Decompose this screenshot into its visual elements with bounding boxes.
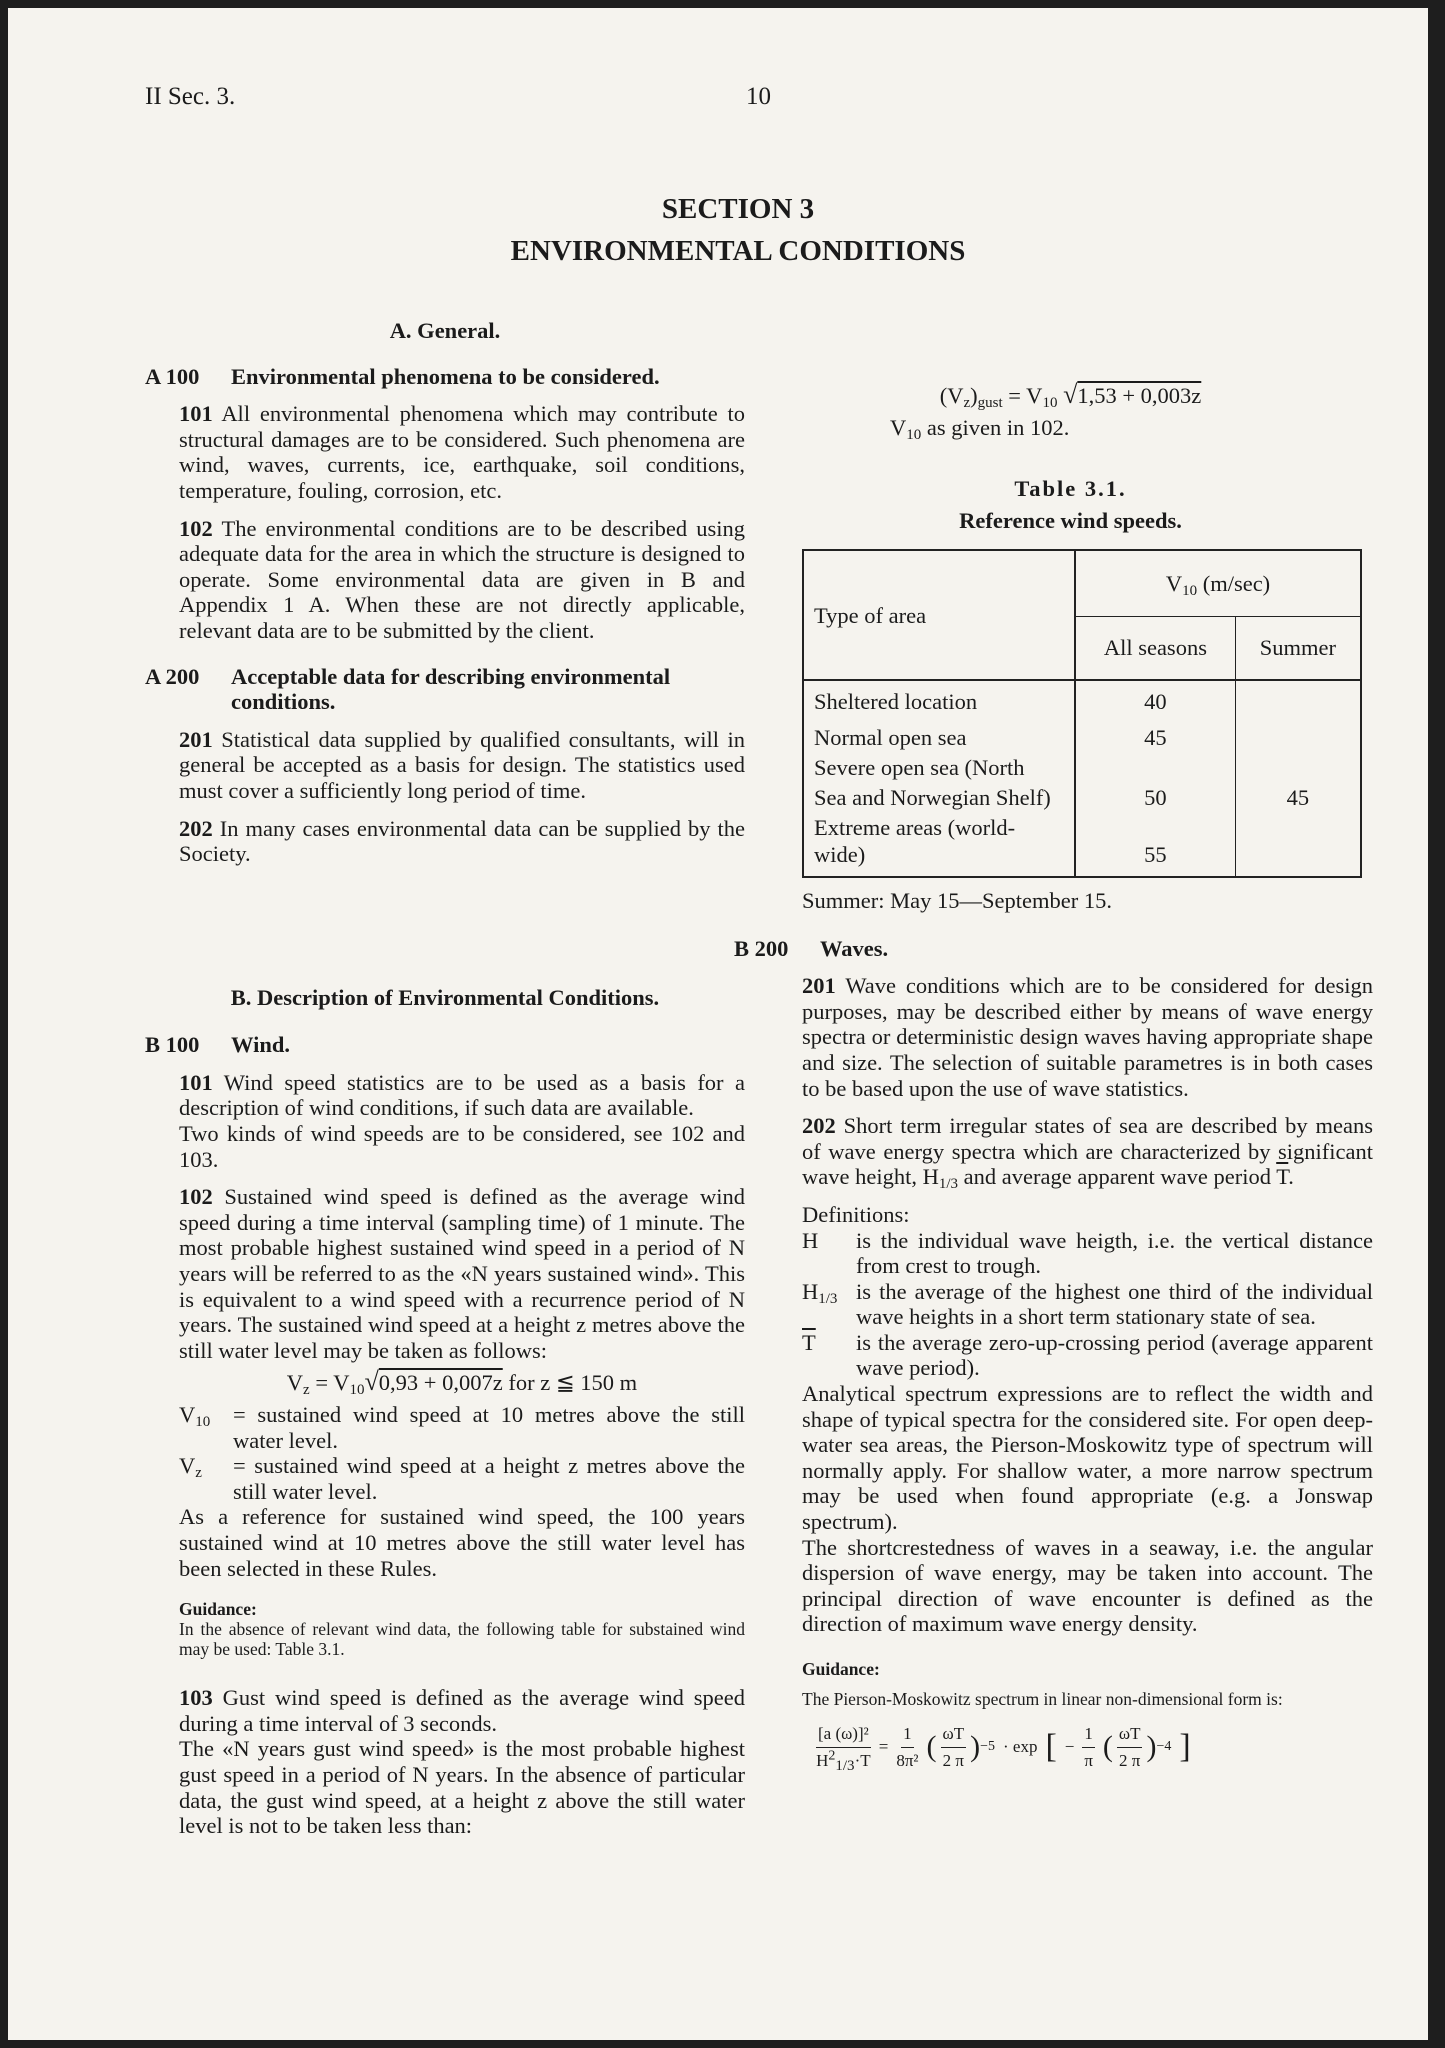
guidance-wind-table: Guidance: In the absence of relevant wind data, the following table for substained wind may be used: Table 3.1. bbox=[179, 1599, 745, 1660]
col-header-all-seasons: All seasons bbox=[1075, 616, 1235, 680]
table-cell-summer bbox=[1235, 680, 1361, 722]
table-cell-all: 40 bbox=[1075, 680, 1235, 722]
paragraph-a202: 202 In many cases environmental data can be supplied by the Society. bbox=[179, 815, 746, 867]
formula-gust-wind: $(V_z)_{gust} = V_{10}$ √1,53 + 0,003z bbox=[939, 380, 1202, 411]
reference-wind-table bbox=[802, 549, 1362, 878]
section-title bbox=[8, 188, 1428, 272]
table-cell-area: Sea and Norwegian Shelf) bbox=[803, 782, 1075, 812]
definition-h13: $H_{1/3}$ is the average of the highest one third of the individual wave heights in a short term stationary state of sea. bbox=[802, 1278, 1373, 1330]
section-name: ENVIRONMENTAL CONDITIONS bbox=[510, 235, 966, 267]
subsection-number: A 100 bbox=[145, 363, 200, 389]
subsection-number: B 100 bbox=[145, 1032, 200, 1058]
part-a-heading: A. General. bbox=[389, 318, 501, 343]
col-header-summer: Summer bbox=[1259, 635, 1337, 661]
table-cell-area: Severe open sea (North bbox=[803, 752, 1075, 782]
table-row bbox=[803, 782, 1361, 812]
table-cell-all: 50 bbox=[1075, 782, 1235, 812]
table-cell-area: Normal open sea bbox=[803, 722, 1075, 752]
definitions-label: Definitions: bbox=[802, 1201, 910, 1227]
col-header-v10: $V_{10}$ (m/sec) bbox=[1075, 550, 1361, 616]
table-cell-area: wide) bbox=[803, 842, 1075, 877]
definition-vz: $V_z$ = sustained wind speed at a height z metres above the still water level. bbox=[179, 1453, 745, 1504]
paragraph-b101: 101 Wind speed statistics are to be used as a basis for a description of wind conditions, if such data are available. bbox=[179, 1069, 745, 1121]
part-b-heading: B. Description of Environmental Conditions. bbox=[230, 984, 660, 1010]
table-cell-all: 45 bbox=[1075, 722, 1235, 752]
pm-spectrum-formula: $\frac{\text{[a (ω)]²}}{H^2_{1/3}\cdot T}$ = $\frac{1}{\text{8π²}}$ ( ωT 2 π ) −5 · exp [ − $\frac{1}{\pi}$ ( ωT 2 π ) −4 ] bbox=[816, 1721, 1373, 1773]
table-subtitle: Reference wind speeds. bbox=[959, 507, 1182, 533]
table-cell-summer bbox=[1235, 842, 1361, 877]
table-cell-summer bbox=[1235, 812, 1361, 842]
subsection-title: Waves. bbox=[820, 935, 889, 961]
table-row bbox=[803, 812, 1361, 842]
table-header-row bbox=[803, 550, 1361, 616]
definition-h: H is the individual wave heigth, i.e. the vertical distance from crest to trough. bbox=[802, 1227, 1373, 1279]
subsection-number: B 200 bbox=[734, 935, 789, 961]
section-number: SECTION 3 bbox=[661, 193, 815, 225]
table-cell-all bbox=[1075, 812, 1235, 842]
paragraph-b101-cont: Two kinds of wind speeds are to be considered, see 102 and 103. bbox=[179, 1121, 745, 1172]
subsection-b200 bbox=[734, 936, 1373, 962]
paragraph-b103: 103 Gust wind speed is defined as the average wind speed during a time interval of 3 seconds. bbox=[179, 1685, 746, 1736]
paragraph-a201: 201 Statistical data supplied by qualified consultants, will in general be accepted as a basis for design. The statistics used must cover a sufficiently long period of time. bbox=[179, 726, 746, 803]
subsection-b100 bbox=[145, 1032, 745, 1058]
paragraph-b103-cont: The «N years gust wind speed» is the most probable highest gust speed in a period of N years. In the absence of particular data, the gust wind speed, at a height z above the still water level is not to be taken less than: bbox=[179, 1736, 745, 1839]
table-row bbox=[803, 842, 1361, 877]
table-row bbox=[803, 680, 1361, 722]
table-row bbox=[803, 722, 1361, 752]
table-row bbox=[803, 752, 1361, 782]
subsection-title: Acceptable data for describing environmental conditions. bbox=[231, 663, 671, 715]
table-note: Summer: May 15—September 15. bbox=[802, 887, 1112, 913]
formula-sustained-wind: $V_z = V_{10}√0,93 + 0,007z$ for z ≦ 150 m bbox=[286, 1367, 638, 1399]
table-cell-area: Sheltered location bbox=[803, 680, 1075, 722]
paragraph-b201: 201 Wave conditions which are to be considered for design purposes, may be described either by means of wave energy spectra or deterministic design waves having appropriate shape and size. The selection of suitable parametres is in both cases to be based upon the use of wave statistics. bbox=[802, 973, 1373, 1101]
paragraph-analytical: Analytical spectrum expressions are to reflect the width and shape of typical spectra for the considered site. For open deep-water sea areas, the Pierson-Moskowitz type of spectrum will normally apply. For shallow water, a more narrow spectrum may be used when found appropriate (e.g. a Jonswap spectrum). bbox=[802, 1381, 1373, 1535]
table-cell-summer bbox=[1235, 722, 1361, 752]
table-cell-area: Extreme areas (world- bbox=[803, 812, 1075, 842]
paragraph-b102: 102 Sustained wind speed is defined as the average wind speed during a time interval (sampling time) of 1 minute. The most probable highest sustained wind speed in a period of N years will be referred to as the «N years sustained wind». This is equivalent to a wind speed with a recurrence period of N years. The sustained wind speed at a height z metres above the still water level may be taken as follows: bbox=[179, 1184, 745, 1363]
right-column bbox=[734, 324, 1374, 1774]
table-cell-all: 55 bbox=[1075, 842, 1235, 877]
paragraph-a101: 101 All environmental phenomena which may contribute to structural damages are to be considered. Such phenomena are wind, waves, currents, ice, earthquake, soil conditions, temperature, fouling, corrosion, etc. bbox=[179, 401, 745, 503]
paragraph-shortcrestedness: The shortcrestedness of waves in a seaway, i.e. the angular dispersion of wave energy, may be taken into account. The principal direction of wave encounter is defined as the direction of maximum wave energy density. bbox=[802, 1534, 1373, 1637]
formula-note: $V_{10}$ as given in 102. bbox=[890, 414, 1070, 443]
paragraph-reference-wind: As a reference for sustained wind speed, the 100 years sustained wind at 10 metres above the still water level has been selected in these Rules. bbox=[179, 1504, 745, 1581]
table-cell-all bbox=[1075, 752, 1235, 782]
table-cell-summer: 45 bbox=[1286, 784, 1310, 810]
table-cell-summer bbox=[1235, 752, 1361, 782]
col-header-type: Type of area bbox=[803, 550, 1075, 680]
definition-v10: $V_{10}$ = sustained wind speed at 10 metres above the still water level. bbox=[179, 1402, 745, 1453]
subsection-number: A 200 bbox=[145, 663, 200, 689]
subsection-a200 bbox=[145, 664, 745, 715]
table-body bbox=[803, 680, 1361, 877]
subsection-title: Environmental phenomena to be considered. bbox=[231, 363, 660, 389]
document-page bbox=[8, 8, 1428, 2040]
definition-t: $\overline{T}$ is the average zero-up-crossing period (average apparent wave period). bbox=[802, 1329, 1373, 1381]
paragraph-a102: 102 The environmental conditions are to be described using adequate data for the area in which the structure is designed to operate. Some environmental data are given in B and Appendix 1 A. When these are not directly applicable, relevant data are to be submitted by the client. bbox=[179, 515, 746, 643]
page-number: 10 bbox=[746, 83, 771, 110]
guidance-pm-spectrum: Guidance: The Pierson-Moskowitz spectrum in linear non-dimensional form is: bbox=[802, 1659, 1283, 1709]
subsection-title: Wind. bbox=[231, 1032, 290, 1058]
subsection-a100 bbox=[145, 364, 745, 390]
left-column bbox=[145, 318, 745, 1839]
table-caption: Table 3.1. bbox=[1014, 476, 1127, 502]
running-header: II Sec. 3. bbox=[145, 83, 236, 110]
paragraph-b202: 202 Short term irregular states of sea are described by means of wave energy spectra which are characterized by significant wave height, $H_{1/3}$ and average apparent wave period $\overline{T}$. bbox=[802, 1113, 1374, 1193]
